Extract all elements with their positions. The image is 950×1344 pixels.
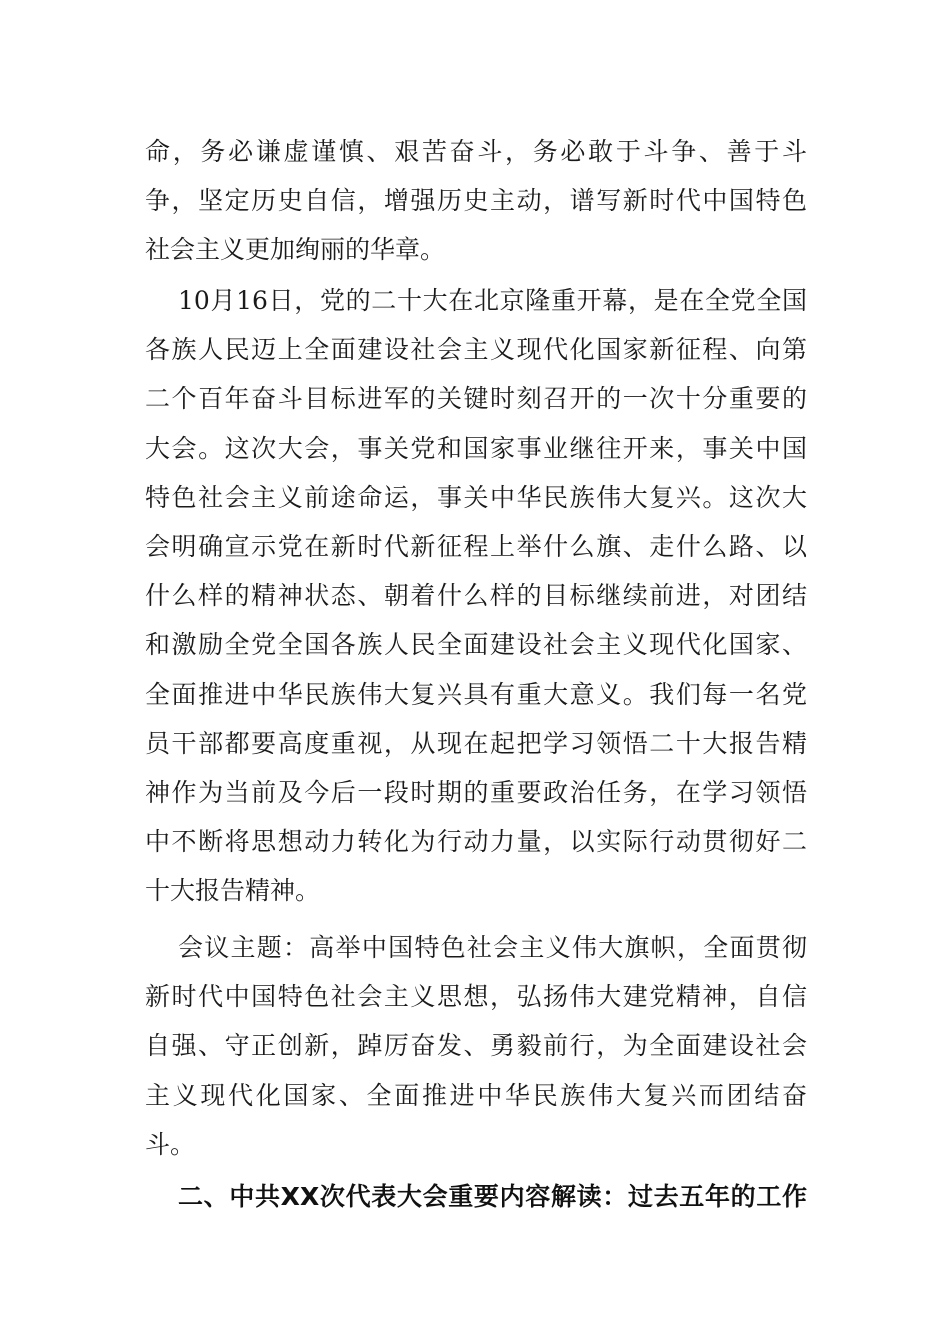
text-line: 主义现代化国家、全面推进中华民族伟大复兴而团结奋	[145, 1080, 807, 1110]
text-line: 中不断将思想动力转化为行动力量，以实际行动贯彻好二	[145, 827, 807, 857]
text-line: 二个百年奋斗目标进军的关键时刻召开的一次十分重要的	[145, 384, 807, 414]
section-heading: 二、中共XX次代表大会重要内容解读：过去五年的工作	[178, 1182, 807, 1211]
text-line: 大会。这次大会，事关党和国家事业继往开来，事关中国	[145, 433, 807, 463]
paragraph-1	[145, 127, 807, 275]
text-line: 和激励全党全国各族人民全面建设社会主义现代化国家、	[145, 630, 807, 660]
text-line: 斗。	[145, 1129, 196, 1159]
text-line: 十大报告精神。	[145, 876, 321, 906]
paragraph-3	[145, 923, 807, 1169]
text-line: 会议主题：高举中国特色社会主义伟大旗帜，全面贯彻	[178, 933, 807, 962]
text-line: 员干部都要高度重视，从现在起把学习领悟二十大报告精	[145, 728, 807, 758]
text-line: 各族人民迈上全面建设社会主义现代化国家新征程、向第	[145, 335, 807, 365]
text-line: 自强、守正创新，踔厉奋发、勇毅前行，为全面建设社会	[145, 1031, 807, 1061]
text-line: 10月16日，党的二十大在北京隆重开幕，是在全党全国	[178, 286, 807, 315]
text-line: 特色社会主义前途命运，事关中华民族伟大复兴。这次大	[145, 482, 807, 512]
text-line: 新时代中国特色社会主义思想，弘扬伟大建党精神，自信	[145, 982, 807, 1012]
text-line: 社会主义更加绚丽的华章。	[145, 235, 446, 265]
text-line: 争，坚定历史自信，增强历史主动，谱写新时代中国特色	[145, 186, 807, 216]
text-line: 全面推进中华民族伟大复兴具有重大意义。我们每一名党	[145, 679, 807, 709]
text-line: 会明确宣示党在新时代新征程上举什么旗、走什么路、以	[145, 531, 807, 561]
text-line: 命，务必谦虚谨慎、艰苦奋斗，务必敢于斗争、善于斗	[145, 137, 807, 166]
text-line: 神作为当前及今后一段时期的重要政治任务，在学习领悟	[145, 777, 807, 807]
paragraph-2	[145, 276, 807, 915]
text-line: 什么样的精神状态、朝着什么样的目标继续前进，对团结	[145, 581, 807, 611]
